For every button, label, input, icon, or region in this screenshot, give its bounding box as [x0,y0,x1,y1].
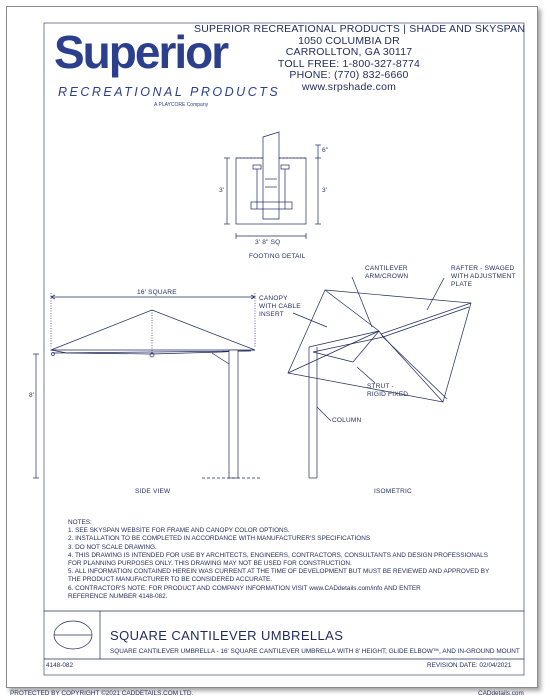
note-line: 6. CONTRACTOR'S NOTE: FOR PRODUCT AND COMPANY INFORMATION VISIT www.CADdetails.com/info AND ENTER [68,584,421,592]
note-line: 1. SEE SKYSPAN WEBSITE FOR FRAME AND CANOPY COLOR OPTIONS. [68,527,290,535]
footing-dim-right: 3' [322,187,328,194]
drawing-sheet [6,6,538,688]
company-address2: CARROLLTON, GA 30117 [285,46,413,59]
notes-block [68,519,538,601]
company-info [194,23,526,94]
logo-wordmark: Superior [54,26,228,78]
logo-subtitle: RECREATIONAL PRODUCTS [58,85,281,99]
logo-tagline: A PLAYCORE Company [154,102,209,108]
note-line: 4. THIS DRAWING IS INTENDED FOR USE BY ARCHITECTS, ENGINEERS, CONTRACTORS, CONSULTANTS AND DESIGN PROFESSIONALS [68,551,488,559]
iso-label-arm: CANTILEVER ARM/CROWN [365,265,409,280]
drawing-description: SQUARE CANTILEVER UMBRELLA - 16' SQUARE CANTILEVER UMBRELLA WITH 8' HEIGHT, GLIDE ELBOW™, AND IN-GROUND MOUNT [110,648,520,655]
side-dim-width: 16' SQUARE [137,289,177,296]
footing-dim-top: 6" [322,147,329,154]
note-line: 3. DO NOT SCALE DRAWING. [68,543,157,551]
caddetails-link[interactable]: CADdetails.com [478,690,524,697]
iso-label-canopy: CANOPY WITH CABLE INSERT [259,295,301,318]
copyright-text: PROTECTED BY COPYRIGHT ©2021 CADDETAILS.COM LTD. [10,690,194,697]
company-website[interactable]: www.srpshade.com [301,80,397,93]
note-line: FOR PLANNING PURPOSES ONLY. THIS DRAWING MAY NOT BE USED FOR CONSTRUCTION. [68,560,352,568]
iso-label-column: COLUMN [332,417,362,424]
company-name: SUPERIOR RECREATIONAL PRODUCTS | SHADE AND SKYSPAN [194,23,526,35]
footing-detail [224,132,321,239]
company-phone: PHONE: (770) 832-6660 [289,69,409,82]
notes-heading: NOTES: [68,519,92,526]
side-view [33,293,262,478]
side-caption: SIDE VIEW [135,488,171,495]
note-line: REFERENCE NUMBER 4148-082. [68,592,168,600]
footing-dim-left: 3' [219,187,225,194]
note-line: THE PRODUCT MANUFACTURER TO BE CONSIDERED ACCURATE. [68,576,273,584]
footing-caption: FOOTING DETAIL [249,253,306,260]
iso-label-rafter: RAFTER - SWAGED WITH ADJUSTMENT PLATE [451,265,516,288]
iso-label-strut: STRUT - RIGID FIXED [367,383,409,398]
revision-date: REVISION DATE: 02/04/2021 [427,662,512,669]
drawing-title: SQUARE CANTILEVER UMBRELLAS [110,628,344,643]
note-line: 2. INSTALLATION TO BE COMPLETED IN ACCORDANCE WITH MANUFACTURER'S SPECIFICATIONS [68,535,371,543]
company-address1: 1050 COLUMBIA DR [298,34,400,47]
reference-number: 4148-082 [46,662,74,669]
footing-dim-bottom: 3' 8" SQ [255,239,281,246]
isometric-view [288,277,471,478]
company-tollfree: TOLL FREE: 1-800-327-8774 [277,57,421,70]
note-line: 5. ALL INFORMATION CONTAINED HEREIN WAS CURRENT AT THE TIME OF DEVELOPMENT BUT MUST BE REVIEWED AND APPROVED BY [68,568,490,576]
iso-caption: ISOMETRIC [374,488,412,495]
side-dim-height: 8' [29,392,35,399]
